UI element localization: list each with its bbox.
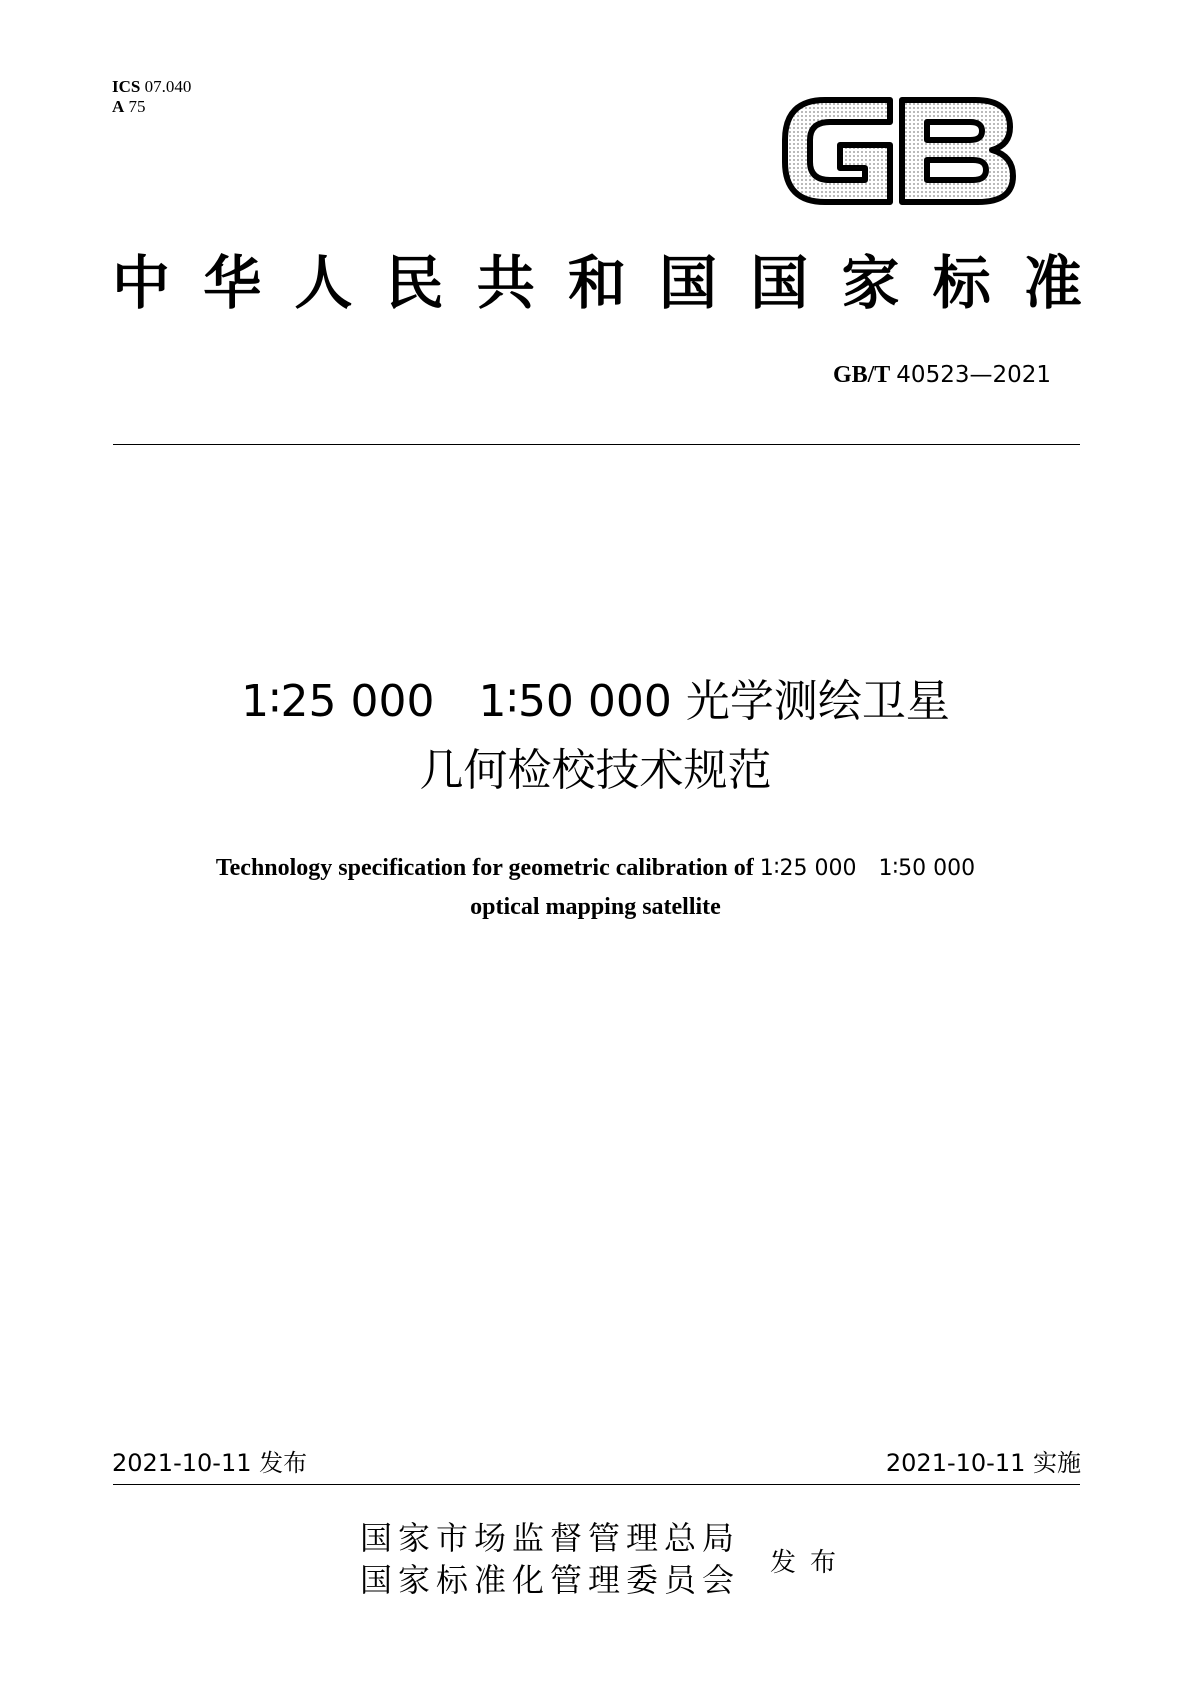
- national-char: 共: [476, 249, 535, 317]
- title-cn-line1: 1∶25 000 1∶50 000 光学测绘卫星: [241, 676, 950, 727]
- national-char: 和: [567, 249, 626, 317]
- title-en-text: Technology specification for geometric calibration of: [215, 855, 754, 881]
- ics-label: ICS: [112, 77, 141, 96]
- title-en-scale: 1∶25 000 1∶50 000: [759, 856, 976, 881]
- bottom-divider: [113, 1484, 1080, 1485]
- standard-code-number: 40523—2021: [896, 362, 1051, 388]
- national-char: 标: [932, 249, 991, 317]
- national-char: 人: [294, 249, 353, 317]
- standard-code-prefix: GB/T: [832, 362, 891, 388]
- issuer-samr: 国家市场监督管理总局: [360, 1519, 741, 1557]
- national-char: 民: [385, 249, 444, 317]
- top-divider: [113, 444, 1080, 445]
- national-char: 中: [112, 249, 171, 317]
- national-char: 国: [659, 249, 718, 317]
- issue-date: 2021-10-11 发布: [112, 1449, 308, 1477]
- national-standard-title: [112, 248, 1082, 318]
- title-en-line2: optical mapping satellite: [470, 894, 721, 920]
- implementation-date: 2021-10-11 实施: [885, 1449, 1081, 1477]
- ccs-label: A: [112, 97, 125, 116]
- issuing-authorities: [360, 1517, 740, 1601]
- title-en-line1: [0, 848, 1191, 889]
- gb-logo: [780, 90, 1020, 212]
- national-char: 家: [841, 249, 900, 317]
- national-char: 华: [203, 249, 262, 317]
- ics-code: 07.040: [144, 77, 192, 96]
- ics-line: [112, 77, 191, 97]
- ccs-code: 75: [128, 97, 146, 116]
- national-char: 国: [750, 249, 809, 317]
- classification-codes: [112, 77, 191, 117]
- issuer-sac: 国家标准化管理委员会: [360, 1561, 741, 1599]
- publish-label: 发布: [770, 1548, 851, 1578]
- national-char: 准: [1023, 249, 1082, 317]
- title-cn-line2: 几何检校技术规范: [419, 745, 772, 796]
- ccs-line: [112, 97, 191, 117]
- standard-code: [833, 362, 1051, 389]
